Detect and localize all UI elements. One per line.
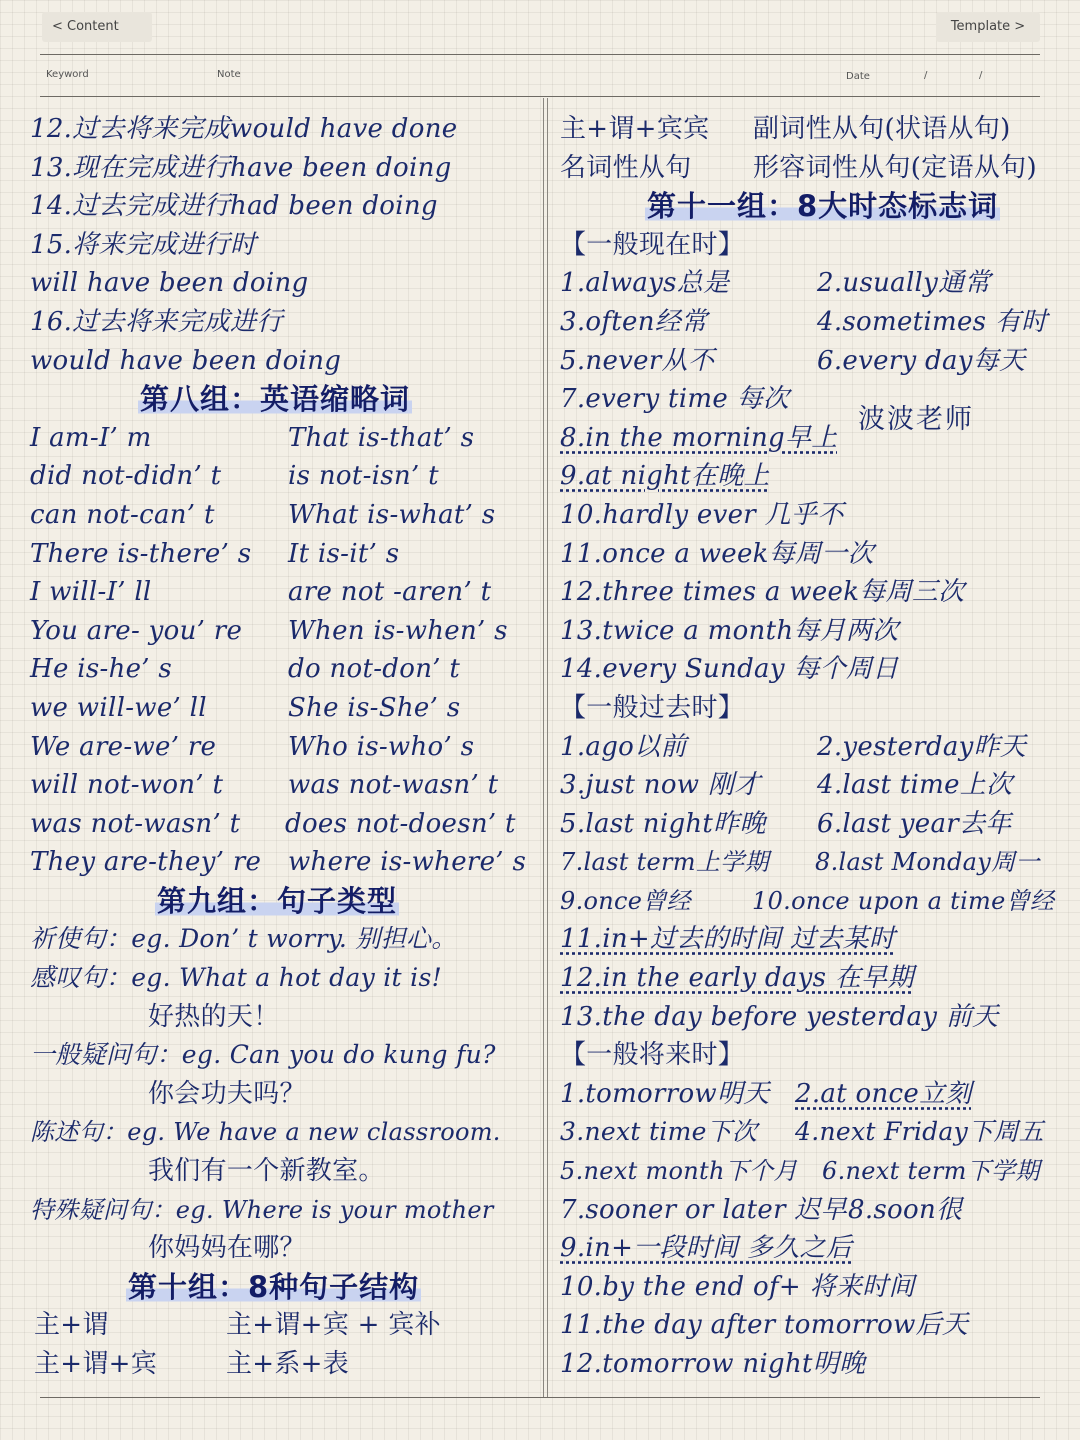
future-tense-title: 【一般将来时】 bbox=[560, 1040, 745, 1071]
sentence-type-line: 陈述句：eg. We have a new classroom. bbox=[30, 1118, 501, 1147]
signal-word-row: 9.in+一段时间 多久之后 bbox=[560, 1233, 853, 1264]
contraction-row: There is-there’ s It is-it’ s bbox=[30, 538, 400, 569]
signal-word-row: 3.next time下次 4.next Friday下周五 bbox=[560, 1117, 1044, 1147]
contraction-row: I am-I’ m That is-that’ s bbox=[30, 422, 475, 453]
signal-word-row: 13.the day before yesterday 前天 bbox=[560, 1001, 999, 1032]
author-signature: 波波老师 bbox=[858, 404, 974, 435]
sentence-type-line: 感叹句：eg. What a hot day it is! bbox=[30, 963, 442, 993]
signal-word-row: 7.sooner or later 迟早 8.soon很 bbox=[560, 1194, 963, 1225]
signal-word-row: 11.in+过去的时间 过去某时 bbox=[560, 924, 896, 955]
left-column bbox=[30, 110, 540, 1384]
footer-rule bbox=[40, 1397, 1040, 1398]
right-column bbox=[560, 110, 1075, 1384]
tense-line: will have been doing bbox=[30, 268, 309, 299]
signal-word-row: 11.the day after tomorrow后天 bbox=[560, 1310, 969, 1341]
sentence-translation: 你会功夫吗？ bbox=[148, 1078, 306, 1109]
signal-word-row: 10.by the end of+ 将来时间 bbox=[560, 1271, 915, 1302]
tense-line: 13.现在完成进行have been doing bbox=[30, 152, 452, 183]
keyword-label: Keyword bbox=[46, 69, 89, 80]
contraction-row: we will-we’ ll She is-She’ s bbox=[30, 692, 461, 723]
signal-word-row: 5.next month下个月 6.next term下学期 bbox=[560, 1157, 1040, 1186]
template-button[interactable]: Template > bbox=[936, 12, 1040, 42]
signal-word-row: 12.tomorrow night明晚 bbox=[560, 1349, 866, 1379]
signal-word-row: 5.last night昨晚 6.last year去年 bbox=[560, 808, 1012, 839]
contraction-row: I will-I’ ll are not -aren’ t bbox=[30, 577, 492, 608]
signal-word-row: 7.last term上学期 8.last Monday周一 bbox=[560, 848, 1040, 877]
note-label: Note bbox=[217, 69, 241, 80]
signal-word-row: 7.every time 每次 bbox=[560, 384, 790, 415]
signal-word-row: 12.in the early days 在早期 bbox=[560, 963, 914, 994]
sentence-type-line: 祈使句：eg. Don’ t worry. 别担心。 bbox=[30, 924, 457, 954]
contraction-row: You are- you’ re When is-when’ s bbox=[30, 615, 508, 646]
signal-word-row: 12.three times a week每周三次 bbox=[560, 577, 965, 608]
contraction-row: was not-wasn’ t does not-doesn’ t bbox=[30, 808, 516, 839]
contraction-row: We are-we’ re Who is-who’ s bbox=[30, 731, 475, 762]
group9-heading: 第九组：句子类型 bbox=[157, 883, 398, 918]
structure-row: 主+谓 主+谓+宾 + 宾补 bbox=[34, 1310, 441, 1341]
present-tense-title: 【一般现在时】 bbox=[560, 229, 745, 260]
signal-word-row: 3.just now 刚才 4.last time上次 bbox=[560, 770, 1013, 801]
contraction-row: can not-can’ t What is-what’ s bbox=[30, 499, 496, 530]
signal-word-row: 14.every Sunday 每个周日 bbox=[560, 654, 899, 685]
group8-heading: 第八组：英语缩略词 bbox=[140, 382, 411, 417]
sentence-type-line: 特殊疑问句：eg. Where is your mother bbox=[30, 1195, 494, 1224]
clause-row: 主+谓+宾宾 副词性从句(状语从句) bbox=[560, 114, 1011, 144]
signal-word-row: 9.once曾经 10.once upon a time曾经 bbox=[560, 886, 1055, 915]
date-label: Date bbox=[846, 71, 870, 82]
contraction-row: did not-didn’ t is not-isn’ t bbox=[30, 461, 439, 492]
signal-word-row: 1.always总是 2.usually通常 bbox=[560, 268, 991, 299]
sentence-translation: 你妈妈在哪？ bbox=[148, 1233, 306, 1264]
header-rule-top bbox=[40, 54, 1040, 55]
sentence-type-line: 一般疑问句：eg. Can you do kung fu? bbox=[30, 1040, 496, 1070]
tense-line: would have been doing bbox=[30, 345, 342, 376]
group10-heading: 第十组：8种句子结构 bbox=[128, 1269, 420, 1304]
column-divider bbox=[543, 98, 544, 1397]
signal-word-row: 8.in the morning早上 bbox=[560, 422, 838, 453]
contraction-row: He is-he’ s do not-don’ t bbox=[30, 654, 461, 685]
structure-row: 主+谓+宾 主+系+表 bbox=[34, 1349, 350, 1379]
tense-line: 12.过去将来完成would have done bbox=[30, 114, 458, 144]
header-rule-bottom bbox=[40, 96, 1040, 97]
signal-word-row: 11.once a week每周一次 bbox=[560, 538, 874, 569]
column-divider bbox=[547, 98, 548, 1397]
contraction-row: will not-won’ t was not-wasn’ t bbox=[30, 770, 499, 801]
group11-heading: 第十一组：8大时态标志词 bbox=[647, 189, 999, 224]
signal-word-row: 3.often经常 4.sometimes 有时 bbox=[560, 306, 1048, 337]
date-slash: / bbox=[979, 70, 983, 81]
clause-row: 名词性从句 形容词性从句(定语从句) bbox=[560, 152, 1037, 183]
sentence-translation: 好热的天！ bbox=[148, 1001, 280, 1032]
signal-word-row: 1.tomorrow明天 2.at once立刻 bbox=[560, 1078, 972, 1109]
back-to-content-button[interactable]: < Content bbox=[42, 12, 152, 42]
date-slash: / bbox=[924, 70, 928, 81]
tense-line: 15.将来完成进行时 bbox=[30, 229, 257, 260]
signal-word-row: 10.hardly ever 几乎不 bbox=[560, 499, 844, 530]
signal-word-row: 9.at night在晚上 bbox=[560, 461, 770, 492]
contraction-row: They are-they’ re where is-where’ s bbox=[30, 847, 527, 878]
tense-line: 14.过去完成进行had been doing bbox=[30, 191, 438, 222]
signal-word-row: 1.ago以前 2.yesterday昨天 bbox=[560, 731, 1027, 762]
signal-word-row: 5.never从不 6.every day每天 bbox=[560, 345, 1026, 376]
tense-line: 16.过去将来完成进行 bbox=[30, 306, 283, 337]
past-tense-title: 【一般过去时】 bbox=[560, 692, 745, 723]
sentence-translation: 我们有一个新教室。 bbox=[148, 1156, 385, 1187]
signal-word-row: 13.twice a month每月两次 bbox=[560, 615, 899, 646]
